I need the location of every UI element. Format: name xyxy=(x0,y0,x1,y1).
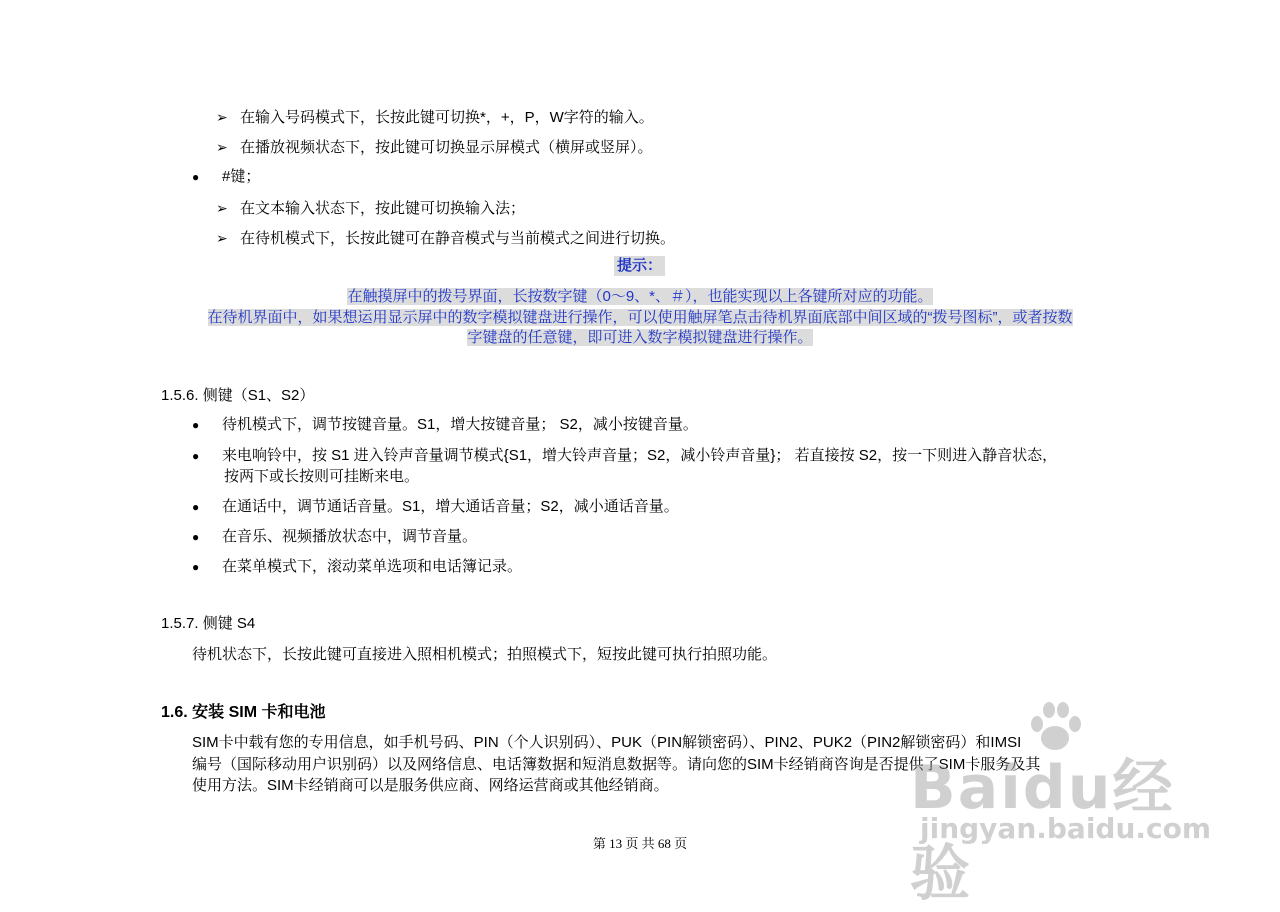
section-heading-16: 1.6. 安装 SIM 卡和电池 xyxy=(161,704,326,721)
round-bullet-icon: ● xyxy=(192,449,200,463)
list-item: ● 待机模式下，调节按键音量。S1，增大按键音量； S2，减小按键音量。 xyxy=(192,416,698,433)
paragraph-line: SIM卡中载有您的专用信息，如手机号码、PIN（个人识别码）、PUK（PIN解锁密码）、PIN2、PUK2（PIN2解锁密码）和IMSI xyxy=(192,734,1022,751)
list-item-continuation: 按两下或长按则可挂断来电。 xyxy=(224,468,420,485)
arrow-bullet-icon: ➢ xyxy=(216,230,228,246)
round-bullet-icon: ● xyxy=(192,170,200,184)
tip-line: 在待机界面中，如果想运用显示屏中的数字模拟键盘进行操作，可以使用触屏笔点击待机界面底部中间区域的“拨号图标”，或者按数 xyxy=(207,309,1073,326)
arrow-bullet-icon: ➢ xyxy=(216,200,228,216)
arrow-list-item: ➢ 在播放视频状态下，按此键可切换显示屏模式（横屏或竖屏）。 xyxy=(216,139,653,156)
paragraph-line: 使用方法。SIM卡经销商可以是服务供应商、网络运营商或其他经销商。 xyxy=(192,777,669,794)
baidu-watermark xyxy=(900,700,1212,909)
round-bullet-icon: ● xyxy=(192,530,200,544)
arrow-list-item: ➢ 在待机模式下，长按此键可在静音模式与当前模式之间进行切换。 xyxy=(216,230,676,247)
tip-line: 字键盘的任意键，即可进入数字模拟键盘进行操作。 xyxy=(467,329,813,346)
round-bullet-icon: ● xyxy=(192,418,200,432)
page-footer: 第 13 页 共 68 页 xyxy=(592,836,688,851)
section-heading-157: 1.5.7. 侧键 S4 xyxy=(161,615,256,632)
round-bullet-icon: ● xyxy=(192,500,200,514)
paragraph-line: 编号（国际移动用户识别码）以及网络信息、电话簿数据和短消息数据等。请向您的SIM卡经销商咨询是否提供了SIM卡服务及其 xyxy=(192,756,1041,773)
watermark-url: jingyan.baidu.com xyxy=(920,812,1212,845)
section-157-text: 待机状态下，长按此键可直接进入照相机模式；拍照模式下，短按此键可执行拍照功能。 xyxy=(192,646,778,663)
section-heading-156: 1.5.6. 侧键（S1、S2） xyxy=(161,387,315,404)
watermark-main-text: Baidu经验 xyxy=(910,753,1175,909)
tip-line: 在触摸屏中的拨号界面，长按数字键（0～9、*、＃），也能实现以上各键所对应的功能。 xyxy=(347,288,933,305)
arrow-list-item: ➢ 在文本输入状态下，按此键可切换输入法； xyxy=(216,200,526,217)
hash-key-item: ● #键； xyxy=(192,168,261,185)
list-item: ● 在菜单模式下，滚动菜单选项和电话簿记录。 xyxy=(192,558,523,575)
arrow-bullet-icon: ➢ xyxy=(216,139,228,155)
arrow-list-item: ➢ 在输入号码模式下，长按此键可切换*，+，P，W字符的输入。 xyxy=(216,109,654,126)
round-bullet-icon: ● xyxy=(192,560,200,574)
tip-title: 提示： xyxy=(614,256,665,276)
list-item: ● 在通话中，调节通话音量。S1，增大通话音量；S2，减小通话音量。 xyxy=(192,498,679,515)
arrow-bullet-icon: ➢ xyxy=(216,109,228,125)
list-item: ● 来电响铃中，按 S1 进入铃声音量调节模式{S1，增大铃声音量；S2，减小铃声音量}； 若直接按 S2，按一下则进入静音状态， xyxy=(192,447,1058,464)
list-item: ● 在音乐、视频播放状态中，调节音量。 xyxy=(192,528,478,545)
